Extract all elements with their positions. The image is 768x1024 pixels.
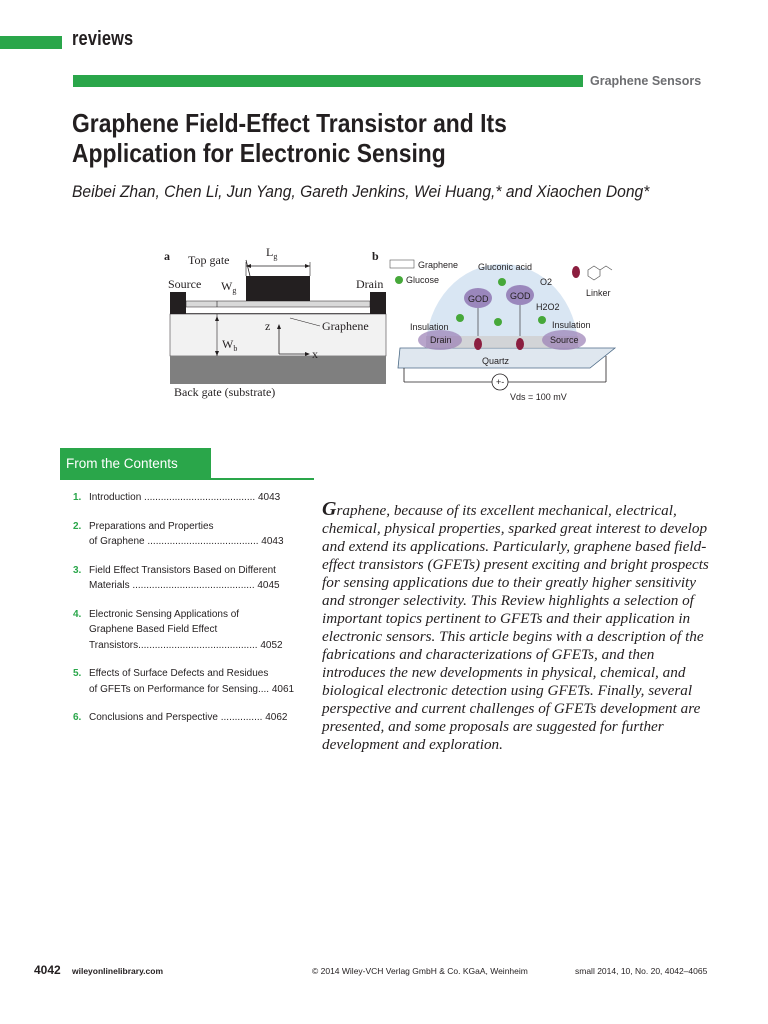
graphene-label: Graphene xyxy=(322,319,369,333)
toc-item-number: 5. xyxy=(73,668,82,679)
header-rule-bar xyxy=(73,75,583,87)
footer-site-link[interactable]: wileyonlinelibrary.com xyxy=(72,966,164,976)
toc-item[interactable] xyxy=(73,607,309,654)
toc-item-line: of Graphene ........................................ 4043 xyxy=(89,536,284,547)
graphene-legend-label: Graphene xyxy=(418,260,459,270)
category-label: Graphene Sensors xyxy=(590,74,702,88)
glucose-legend-marker xyxy=(395,276,403,284)
contents-rule xyxy=(60,478,314,480)
toc-item[interactable] xyxy=(73,490,309,506)
linker-legend-marker xyxy=(572,266,580,278)
toc-item-line: Introduction ........................................ 4043 xyxy=(89,492,281,503)
section-label: reviews xyxy=(72,28,134,50)
vds-label: Vds = 100 mV xyxy=(510,392,567,402)
o2-label: O2 xyxy=(540,277,553,287)
abstract xyxy=(322,500,714,754)
quartz-label: Quartz xyxy=(482,356,510,366)
source-label: Source xyxy=(168,277,202,291)
toc-item[interactable] xyxy=(73,519,309,550)
toc-item[interactable] xyxy=(73,563,309,594)
source-b-label: Source xyxy=(550,335,579,345)
insulation-right-label: Insulation xyxy=(552,320,591,330)
toc-item[interactable] xyxy=(73,710,309,726)
footer-copyright: © 2014 Wiley-VCH Verlag GmbH & Co. KGaA, Weinheim xyxy=(312,966,528,976)
page-number: 4042 xyxy=(34,963,61,977)
wg-label: $W_g$ xyxy=(221,279,237,295)
toc-item-line: Materials ............................................ 4045 xyxy=(89,580,280,591)
toc-item-number: 1. xyxy=(73,492,82,503)
panel-a-label: a xyxy=(164,249,170,263)
footer-journal-citation: small 2014, 10, No. 20, 4042–4065 xyxy=(575,966,708,976)
back-gate-substrate xyxy=(170,356,386,384)
glucose-legend-label: Glucose xyxy=(406,275,440,285)
gluconic-acid-label: Gluconic acid xyxy=(478,262,533,272)
x-axis-label: x xyxy=(312,347,318,361)
toc-item-line: Effects of Surface Defects and Residues xyxy=(89,668,269,679)
abstract-dropcap: G xyxy=(322,498,337,520)
author-list: Beibei Zhan, Chen Li, Jun Yang, Gareth Jenkins, Wei Huang,* and Xiaochen Dong* xyxy=(72,182,650,201)
toc-item-number: 4. xyxy=(73,608,82,620)
abstract-text: raphene, because of its excellent mechanical, electrical, chemical, physical properties, sparked great interest to develop and extend its applications. Particularly, graphene based field-effect transistors (GFETs) present exciting and bright prospects for sensing applications due to their greatly higher sensitivity and stronger selectivity. This Review highlights a selection of important topics pertinent to GFETs and their application in electronic sensors. This article begins with a description of the fabrications and characterizations of GFETs, and then introduces the new developments in physical, chemical, and biological electronic detection using GFETs. Finally, several perspective and current challenges of GFETs development are presented, and some proposals are suggested for further development and exploration. xyxy=(322,502,709,753)
source-electrode xyxy=(170,292,186,314)
table-of-contents xyxy=(73,490,309,739)
toc-item[interactable] xyxy=(73,666,309,697)
drain-electrode xyxy=(370,292,386,314)
lg-label: $L_g$ xyxy=(266,245,278,261)
toc-item-line: Transistors........................................... 4052 xyxy=(89,639,283,651)
linker-molecule xyxy=(474,338,482,350)
drain-label: Drain xyxy=(356,277,384,291)
panel-b-label: b xyxy=(372,249,379,263)
graphical-abstract-figure xyxy=(160,240,620,410)
z-axis-label: z xyxy=(265,319,271,333)
toc-item-number: 6. xyxy=(73,712,82,723)
toc-item-line: Graphene Based Field Effect xyxy=(89,624,218,635)
toc-item-number: 2. xyxy=(73,520,82,532)
insulation-left-label: Insulation xyxy=(410,322,449,332)
toc-item-line: of GFETs on Performance for Sensing.... 4061 xyxy=(89,683,295,695)
article-title: Graphene Field-Effect Transistor and Its Application for Electronic Sensing xyxy=(72,108,507,168)
top-gate-electrode xyxy=(246,276,310,301)
h2o2-label: H2O2 xyxy=(536,302,560,312)
drain-b-label: Drain xyxy=(430,335,452,345)
linker-molecule xyxy=(516,338,524,350)
top-gate-label: Top gate xyxy=(188,253,230,267)
toc-item-number: 3. xyxy=(73,564,82,576)
back-gate-label: Back gate (substrate) xyxy=(174,385,276,399)
toc-item-line: Conclusions and Perspective ............... 4062 xyxy=(89,712,288,723)
wb-label: $W_b$ xyxy=(222,337,238,353)
svg-text:+-: +- xyxy=(496,377,505,387)
linker-structure-icon xyxy=(588,266,612,280)
header-accent-bar xyxy=(0,36,62,49)
god-left-label: GOD xyxy=(468,294,489,304)
toc-item-line: Electronic Sensing Applications of xyxy=(89,608,240,620)
linker-legend-label: Linker xyxy=(586,288,611,298)
toc-item-line: Field Effect Transistors Based on Different xyxy=(89,564,276,576)
toc-item-line: Preparations and Properties xyxy=(89,520,214,532)
contents-header: From the Contents xyxy=(60,448,211,478)
god-right-label: GOD xyxy=(510,291,531,301)
